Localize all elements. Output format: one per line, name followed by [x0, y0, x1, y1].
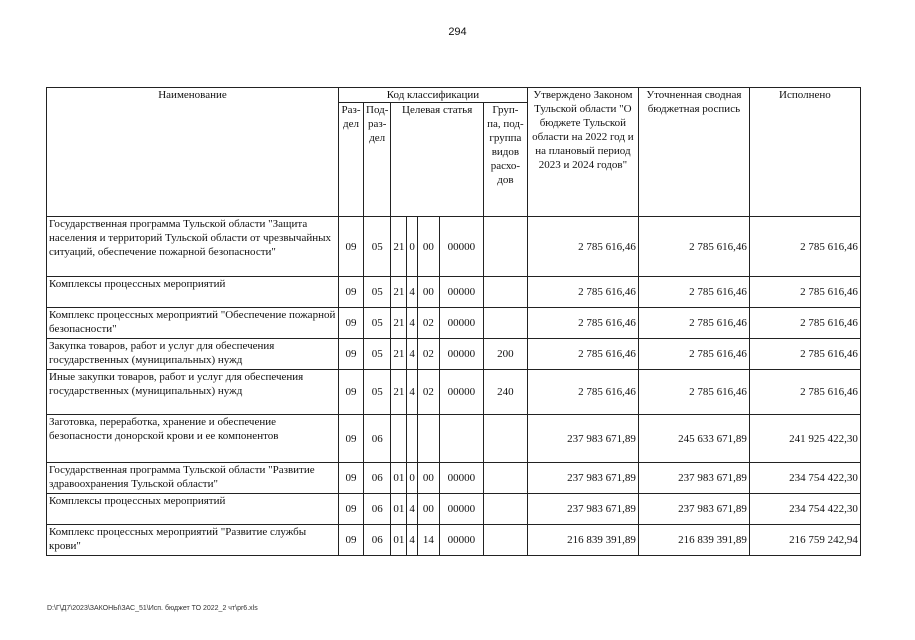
cell-t2: 4: [407, 494, 418, 525]
cell-t3: 02: [417, 339, 439, 370]
cell-group: [483, 308, 527, 339]
table-row: [47, 415, 861, 463]
cell-podrazdel: 05: [364, 370, 391, 415]
cell-approved: 237 983 671,89: [527, 463, 638, 494]
cell-name: Государственная программа Тульской области "Защита населения и территорий Тульской области от чрезвычайных ситуаций, обеспечение пожарной безопасности": [47, 217, 339, 277]
cell-refined: 216 839 391,89: [638, 525, 749, 556]
cell-refined: 2 785 616,46: [638, 339, 749, 370]
header-razdel: Раз-дел: [339, 103, 364, 217]
cell-executed: 234 754 422,30: [749, 463, 860, 494]
cell-t3: 14: [417, 525, 439, 556]
cell-t2: 4: [407, 525, 418, 556]
cell-t2: 4: [407, 339, 418, 370]
cell-t4: 00000: [439, 308, 483, 339]
cell-razdel: 09: [339, 463, 364, 494]
cell-t3: 02: [417, 308, 439, 339]
header-target: Целевая статья: [391, 103, 484, 217]
cell-t3: 00: [417, 277, 439, 308]
cell-refined: 237 983 671,89: [638, 463, 749, 494]
page-number: 294: [448, 26, 467, 38]
table-row: [47, 217, 861, 277]
cell-name: Иные закупки товаров, работ и услуг для обеспечения государственных (муниципальных) нужд: [47, 370, 339, 415]
cell-podrazdel: 06: [364, 494, 391, 525]
cell-razdel: 09: [339, 494, 364, 525]
cell-group: [483, 415, 527, 463]
cell-name: Комплексы процессных мероприятий: [47, 494, 339, 525]
cell-razdel: 09: [339, 415, 364, 463]
cell-t3: 00: [417, 217, 439, 277]
cell-t2: [407, 415, 418, 463]
cell-group: [483, 494, 527, 525]
header-approved: Утверждено Законом Тульской области "О бюджете Тульской области на 2022 год и на плановый период 2023 и 2024 годов": [527, 88, 638, 217]
cell-t2: 4: [407, 370, 418, 415]
cell-name: Заготовка, переработка, хранение и обеспечение безопасности донорской крови и ее компонентов: [47, 415, 339, 463]
budget-table: [46, 87, 861, 556]
cell-t1: 21: [391, 370, 407, 415]
cell-approved: 237 983 671,89: [527, 415, 638, 463]
cell-executed: 2 785 616,46: [749, 277, 860, 308]
cell-t3: 00: [417, 494, 439, 525]
cell-podrazdel: 05: [364, 277, 391, 308]
cell-approved: 2 785 616,46: [527, 339, 638, 370]
cell-razdel: 09: [339, 308, 364, 339]
cell-razdel: 09: [339, 370, 364, 415]
table-row: [47, 308, 861, 339]
header-executed: Исполнено: [749, 88, 860, 217]
cell-name: Закупка товаров, работ и услуг для обеспечения государственных (муниципальных) нужд: [47, 339, 339, 370]
cell-t3: 02: [417, 370, 439, 415]
cell-group: [483, 463, 527, 494]
cell-refined: 2 785 616,46: [638, 277, 749, 308]
cell-t2: 0: [407, 463, 418, 494]
cell-podrazdel: 05: [364, 339, 391, 370]
cell-refined: 2 785 616,46: [638, 217, 749, 277]
table-row: [47, 277, 861, 308]
cell-executed: 234 754 422,30: [749, 494, 860, 525]
header-name: Наименование: [47, 88, 339, 217]
cell-t4: 00000: [439, 217, 483, 277]
cell-t2: 4: [407, 277, 418, 308]
cell-t1: 01: [391, 463, 407, 494]
cell-t1: 21: [391, 339, 407, 370]
cell-t1: 21: [391, 217, 407, 277]
cell-group: 240: [483, 370, 527, 415]
cell-t2: 4: [407, 308, 418, 339]
cell-refined: 245 633 671,89: [638, 415, 749, 463]
cell-approved: 2 785 616,46: [527, 277, 638, 308]
cell-approved: 216 839 391,89: [527, 525, 638, 556]
cell-executed: 241 925 422,30: [749, 415, 860, 463]
cell-t4: 00000: [439, 277, 483, 308]
header-group: Груп-па, под-группа видов расхо-дов: [483, 103, 527, 217]
table-row: [47, 370, 861, 415]
table-row: [47, 494, 861, 525]
cell-t4: 00000: [439, 525, 483, 556]
header-code: Код классификации: [339, 88, 528, 103]
cell-t4: 00000: [439, 370, 483, 415]
cell-razdel: 09: [339, 525, 364, 556]
cell-group: [483, 217, 527, 277]
cell-razdel: 09: [339, 217, 364, 277]
cell-razdel: 09: [339, 277, 364, 308]
cell-t1: 01: [391, 494, 407, 525]
table-row: [47, 525, 861, 556]
cell-approved: 237 983 671,89: [527, 494, 638, 525]
cell-name: Комплекс процессных мероприятий "Развитие службы крови": [47, 525, 339, 556]
cell-group: [483, 525, 527, 556]
cell-refined: 2 785 616,46: [638, 370, 749, 415]
cell-t1: 01: [391, 525, 407, 556]
cell-name: Государственная программа Тульской области "Развитие здравоохранения Тульской области": [47, 463, 339, 494]
cell-executed: 2 785 616,46: [749, 217, 860, 277]
cell-podrazdel: 06: [364, 415, 391, 463]
header-podrazdel: Под-раз-дел: [364, 103, 391, 217]
cell-t1: 21: [391, 308, 407, 339]
cell-refined: 237 983 671,89: [638, 494, 749, 525]
cell-group: [483, 277, 527, 308]
cell-t4: 00000: [439, 463, 483, 494]
cell-executed: 2 785 616,46: [749, 370, 860, 415]
cell-t1: 21: [391, 277, 407, 308]
footer-file-path: D:\Г\Д7\2023\ЗАКОНЫ\ЗАС_51\Исп. бюджет ТО 2022_2 чт\pr6.xls: [47, 605, 258, 612]
cell-t3: 00: [417, 463, 439, 494]
cell-approved: 2 785 616,46: [527, 370, 638, 415]
cell-approved: 2 785 616,46: [527, 308, 638, 339]
cell-name: Комплексы процессных мероприятий: [47, 277, 339, 308]
cell-executed: 2 785 616,46: [749, 308, 860, 339]
cell-t3: [417, 415, 439, 463]
cell-refined: 2 785 616,46: [638, 308, 749, 339]
cell-podrazdel: 06: [364, 525, 391, 556]
cell-t4: [439, 415, 483, 463]
header-refined: Уточненная сводная бюджетная роспись: [638, 88, 749, 217]
cell-t4: 00000: [439, 494, 483, 525]
cell-executed: 2 785 616,46: [749, 339, 860, 370]
cell-podrazdel: 06: [364, 463, 391, 494]
table-row: [47, 463, 861, 494]
cell-t2: 0: [407, 217, 418, 277]
cell-podrazdel: 05: [364, 308, 391, 339]
cell-name: Комплекс процессных мероприятий "Обеспечение пожарной безопасности": [47, 308, 339, 339]
cell-approved: 2 785 616,46: [527, 217, 638, 277]
cell-podrazdel: 05: [364, 217, 391, 277]
cell-t4: 00000: [439, 339, 483, 370]
cell-executed: 216 759 242,94: [749, 525, 860, 556]
cell-razdel: 09: [339, 339, 364, 370]
table-row: [47, 339, 861, 370]
cell-t1: [391, 415, 407, 463]
cell-group: 200: [483, 339, 527, 370]
